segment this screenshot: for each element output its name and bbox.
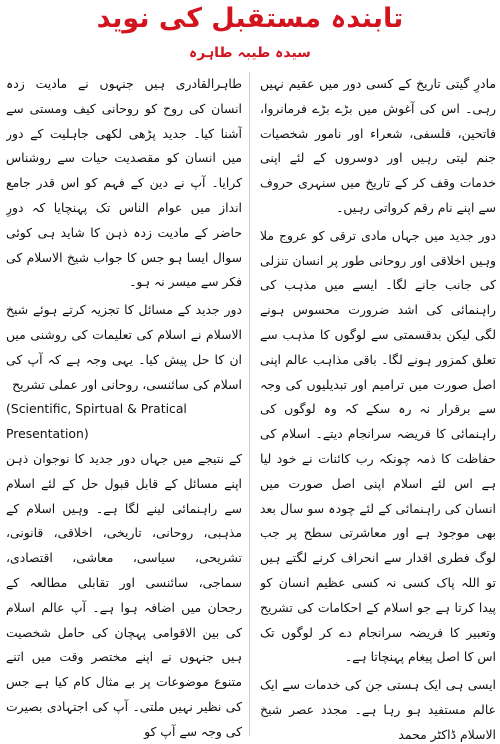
paragraph: دور جدید کے مسائل کا تجزیہ کرتے ہوئے شیخ الاسلام نے اسلام کی تعلیمات کی روشنی میں ان کا حل پیش کیا۔ یہی وجہ ہے کہ آپ کی اسلام کی سائنسی، روحانی اور عملی تشریح bbox=[6, 302, 242, 392]
paragraph: ایسی ہی ایک ہستی جن کی خدمات سے ایک عالم مستفید ہو رہا ہے۔ مجدد عصر شیخ الاسلام ڈاکٹر محمد bbox=[260, 677, 496, 742]
column-divider bbox=[249, 72, 250, 736]
right-column bbox=[260, 72, 496, 744]
paragraph: طاہرالقادری ہیں جنہوں نے مادیت زدہ انسان کی روح کو روحانی کیف ومستی سے آشنا کیا۔ جدید پڑھی لکھی جاہلیت کے دور میں انسان کو مقصدیت حیات سے روشناس کرایا۔ آپ نے دین کے فہم کو اس قدر جامع انداز میں عوام الناس تک پہنچایا کہ دورِ حاضر کے مادیت زدہ ذہن کا شاید ہی کوئی سوال ایسا ہو جس کا جواب شیخ الاسلام کی فکر سے میسر نہ ہو۔ bbox=[6, 76, 242, 290]
article-title: تابندہ مستقبل کی نوید bbox=[96, 3, 404, 34]
paragraph: مادرِ گیتی تاریخ کے کسی دور میں عقیم نہیں رہی۔ اس کی آغوش میں بڑے بڑے فرمانروا، فاتحین، فلسفی، شعراء اور نامور شخصیات جنم لیتی رہیں اور دوسروں کے لئے اپنی خدمات وقف کر کے تاریخ میں سنہری حروف سے اپنے نام رقم کرواتی رہیں۔ bbox=[260, 76, 496, 215]
english-phrase: (Scientific, Spirtual & Pratical Presentation) bbox=[6, 401, 187, 442]
paragraph: دور جدید میں جہاں مادی ترقی کو عروج ملا وہیں اخلاقی اور روحانی طور پر انسان تنزلی کی جانب جانے لگا۔ ایسے میں مذہب کی راہنمائی کی اشد ضرورت محسوس ہونے لگی لیکن بدقسمتی سے لوگوں کا مذہب سے تعلق کمزور ہونے لگا۔ باقی مذاہب عالم اپنی اصل صورت میں ترامیم اور تبدیلیوں کی وجہ سے برقرار نہ رہ سکے کہ وہ لوگوں کی راہنمائی کا فریضہ سرانجام دیتے۔ اسلام کی حفاظت کا ذمہ چونکہ رب کائنات نے خود لیا ہے اس لئے اسلام اپنی اصل صورت میں انسان کی راہنمائی کے لئے چودہ سو سال بعد بھی موجود ہے اور معاشرتی سطح پر جب لوگ فطری اقدار سے انحراف کرنے لگتے ہیں تو اللہ پاک کسی نہ کسی عظیم انسان کو پیدا کرتا ہے جو اسلام کے احکامات کی تشریح وتعبیر کا فریضہ سرانجام دے کر لوگوں تک اس کا اصل پیغام پہنچاتا ہے۔ bbox=[260, 227, 496, 665]
left-column bbox=[6, 72, 242, 744]
author-name: سیدہ طیبہ طاہرہ bbox=[189, 45, 311, 61]
paragraph: کے نتیجے میں جہاں دور جدید کا نوجوان ذہن اپنے مسائل کے قابل قبول حل کے لئے اسلام سے راہنمائی لینے لگا ہے۔ وہیں اسلام کے مذہبی، روحانی، تاریخی، اخلاقی، قانونی، تشریحی، سیاسی، معاشی، اقتصادی، سماجی، سائنسی اور تقابلی مطالعہ کے رجحان میں اضافہ ہوا ہے۔ آپ عالم اسلام کی بین الاقوامی پہچان کی حامل شخصیت ہیں جنہوں نے اپنے مختصر وقت میں اتنے متنوع موضوعات پر بے مثال کام کیا ہے جس کی نظیر نہیں ملتی۔ آپ کی اجتہادی بصیرت کی وجہ سے آپ کو bbox=[6, 450, 242, 739]
